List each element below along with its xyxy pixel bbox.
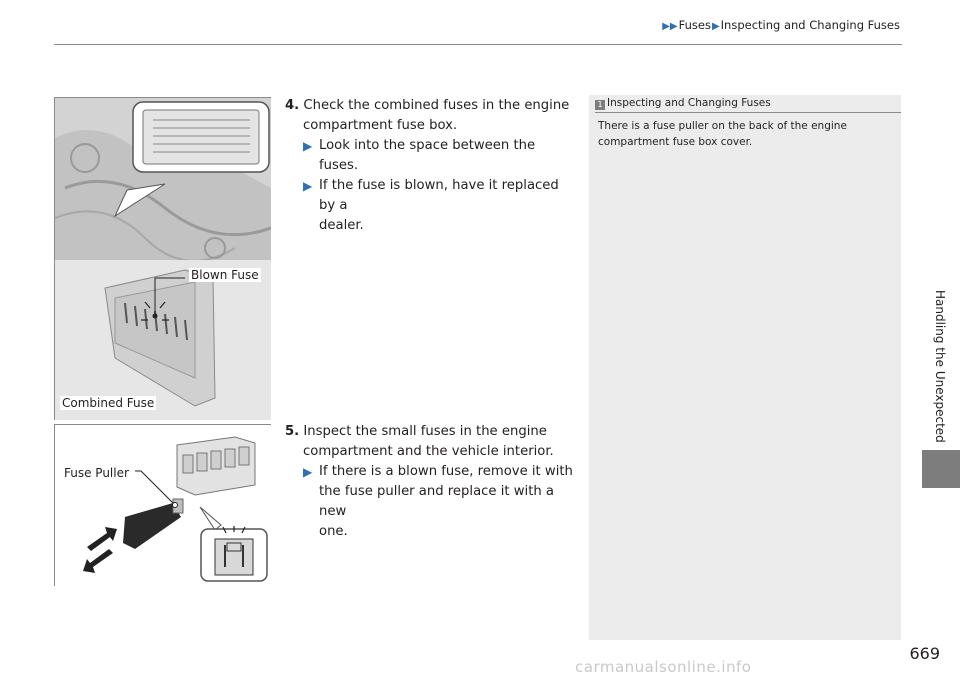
blown-fuse-label: Blown Fuse (191, 268, 259, 282)
chapter-tab-marker (922, 450, 960, 488)
arrow-right-icon: ▶ (303, 139, 313, 153)
combined-fuse-label: Combined Fuse (62, 396, 155, 410)
watermark: carmanualsonline.info (575, 658, 752, 676)
step-5-number: 5. (285, 424, 300, 439)
step-5-line1: 5. Inspect the small fuses in the engine (285, 424, 547, 439)
step-4-line1: 4. Check the combined fuses in the engine (285, 98, 570, 113)
triangle-right-icon: ▶ (711, 21, 720, 32)
step-5-line2: compartment and the vehicle interior. (303, 444, 554, 459)
step-5-sub-1: ▶ If there is a blown fuse, remove it with (285, 462, 575, 482)
combined-fuse-illustration (55, 98, 271, 420)
chapter-tab-label[interactable]: Handling the Unexpected (933, 290, 947, 443)
breadcrumb-fuses[interactable]: Fuses (678, 18, 711, 32)
step-4-sub-2: ▶ If the fuse is blown, have it replaced by a (285, 176, 575, 216)
arrow-right-icon: ▶ (303, 465, 313, 479)
sidebar-title: 1 Inspecting and Changing Fuses (595, 97, 771, 110)
sidebar-note (589, 95, 901, 640)
step-4-number: 4. (285, 98, 300, 113)
header-divider (54, 44, 902, 45)
arrow-right-icon: ▶ (303, 179, 313, 193)
reference-icon: 1 (595, 100, 605, 110)
step-5 (285, 422, 575, 542)
step-5-sub-1-cont2: one. (319, 524, 348, 539)
breadcrumb-current: Inspecting and Changing Fuses (720, 18, 900, 32)
step-4-sub-1: ▶ Look into the space between the fuses. (285, 136, 575, 176)
triangle-right-icon: ▶▶ (662, 21, 678, 32)
step-5-sub-1-cont1: the fuse puller and replace it with a new (319, 484, 554, 519)
figure-combined-fuse (54, 97, 271, 420)
figure-fuse-puller (54, 424, 271, 586)
sidebar-text: There is a fuse puller on the back of the engine compartment fuse box cover. (598, 120, 847, 148)
fuse-puller-illustration (55, 425, 271, 586)
breadcrumb (661, 18, 900, 32)
step-4-line2: compartment fuse box. (303, 118, 458, 133)
step-4-sub-2-cont: dealer. (319, 218, 364, 233)
fuse-puller-label: Fuse Puller (64, 466, 129, 480)
step-4 (285, 96, 575, 236)
sidebar-divider (595, 112, 901, 113)
page-number: 669 (909, 644, 940, 663)
